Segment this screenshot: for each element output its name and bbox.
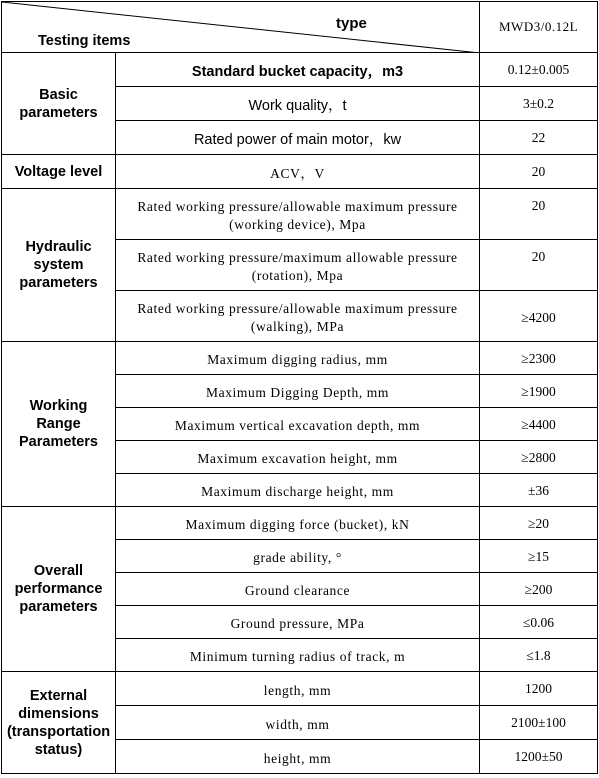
item-value: 20 (480, 240, 598, 291)
item-label: Ground pressure, MPa (116, 606, 480, 639)
item-label: Rated working pressure/allowable maximum pressure (working device), Mpa (116, 189, 480, 240)
item-value: ≥200 (480, 573, 598, 606)
item-label: Standard bucket capacity，m3 (116, 53, 480, 87)
item-label: Rated power of main motor，kw (116, 121, 480, 155)
item-label: Maximum Digging Depth, mm (116, 375, 480, 408)
item-value: ≥15 (480, 540, 598, 573)
item-value: ≥2800 (480, 441, 598, 474)
item-value: ≥4200 (480, 291, 598, 342)
item-label: Work quality，t (116, 87, 480, 121)
item-label: Maximum excavation height, mm (116, 441, 480, 474)
item-value: 2100±100 (480, 706, 598, 740)
table-row (2, 53, 598, 87)
header-row (2, 2, 598, 53)
group-overall-performance-parameters: Overall performance parameters (2, 507, 116, 672)
item-label: width, mm (116, 706, 480, 740)
item-label: Maximum discharge height, mm (116, 474, 480, 507)
item-value: ≥1900 (480, 375, 598, 408)
table-row (2, 342, 598, 375)
header-diagonal-cell (2, 2, 480, 53)
item-label: length, mm (116, 672, 480, 706)
spec-table (1, 1, 598, 774)
item-value: 1200 (480, 672, 598, 706)
item-value: ≥20 (480, 507, 598, 540)
item-label: Ground clearance (116, 573, 480, 606)
table-row (2, 507, 598, 540)
item-label: Minimum turning radius of track, m (116, 639, 480, 672)
item-label: Rated working pressure/allowable maximum pressure (walking), MPa (116, 291, 480, 342)
item-value: 0.12±0.005 (480, 53, 598, 87)
table-row (2, 155, 598, 189)
item-label: ACV，V (116, 155, 480, 189)
item-value: ±36 (480, 474, 598, 507)
testing-items-label: Testing items (38, 33, 131, 49)
type-label: type (336, 15, 367, 32)
item-label: Rated working pressure/maximum allowable pressure (rotation), Mpa (116, 240, 480, 291)
group-hydraulic-system-parameters: Hydraulic system parameters (2, 189, 116, 342)
item-value: ≥4400 (480, 408, 598, 441)
item-value: ≤1.8 (480, 639, 598, 672)
item-value: 22 (480, 121, 598, 155)
group-voltage-level: Voltage level (2, 155, 116, 189)
table-row (2, 189, 598, 240)
item-value: ≤0.06 (480, 606, 598, 639)
item-label: Maximum digging radius, mm (116, 342, 480, 375)
item-label: height, mm (116, 740, 480, 774)
table-row (2, 672, 598, 706)
item-label: Maximum digging force (bucket), kN (116, 507, 480, 540)
item-value: 20 (480, 189, 598, 240)
group-basic-parameters: Basic parameters (2, 53, 116, 155)
item-value: 20 (480, 155, 598, 189)
item-value: 3±0.2 (480, 87, 598, 121)
item-label: grade ability, ° (116, 540, 480, 573)
item-label: Maximum vertical excavation depth, mm (116, 408, 480, 441)
item-value: ≥2300 (480, 342, 598, 375)
item-value: 1200±50 (480, 740, 598, 774)
group-working-range-parameters: Working Range Parameters (2, 342, 116, 507)
model-name: MWD3/0.12L (480, 2, 598, 53)
group-external-dimensions: External dimensions (transportation status) (2, 672, 116, 774)
